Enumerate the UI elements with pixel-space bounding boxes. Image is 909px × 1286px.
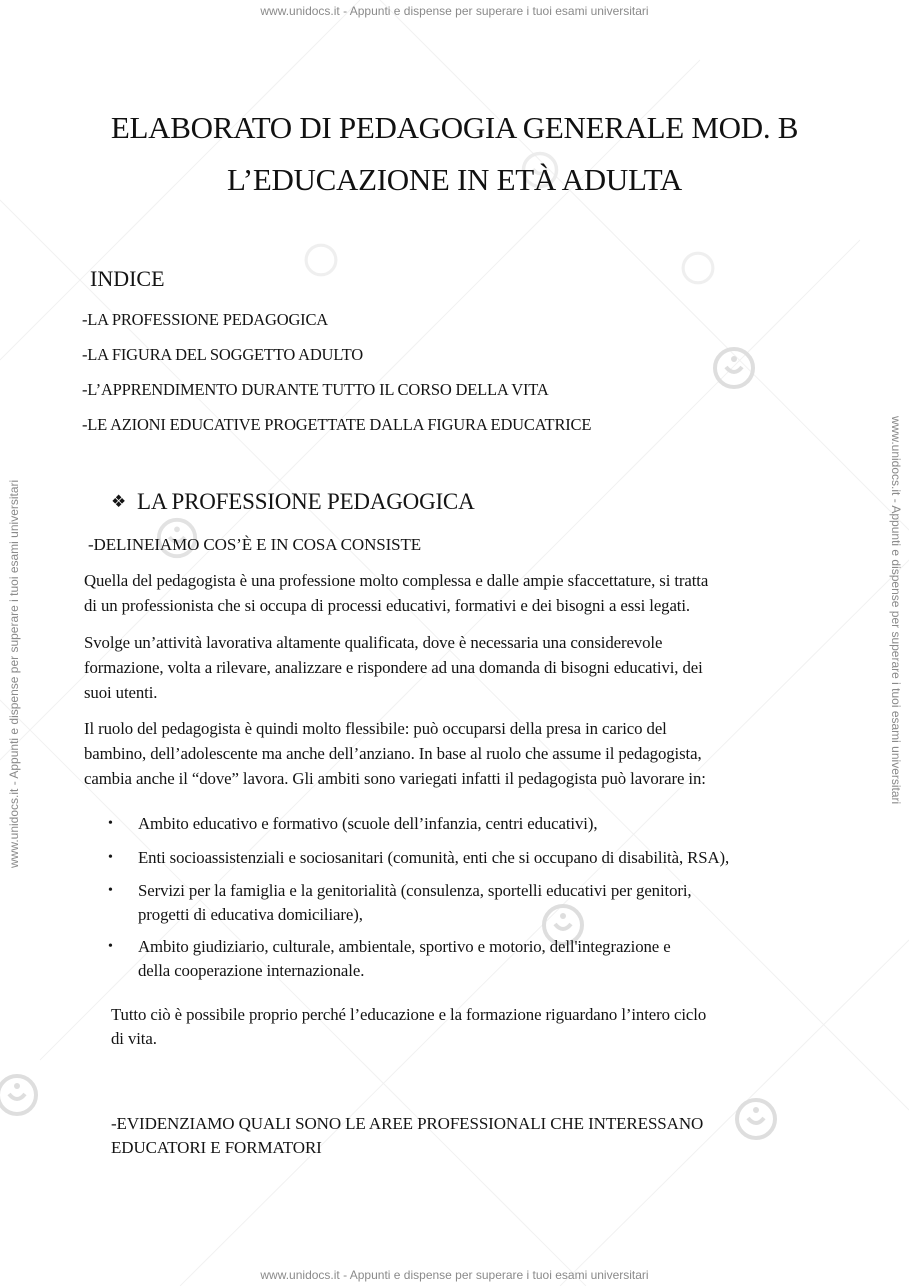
list-bullet-icon: • (108, 850, 113, 865)
section-subheading: EDUCATORI E FORMATORI (111, 1138, 322, 1157)
paragraph-line: bambino, dell’adolescente ma anche dell’anziano. In base al ruolo che assume il pedagogista, (84, 744, 702, 763)
list-item: Ambito educativo e formativo (scuole dell’infanzia, centri educativi), (138, 814, 598, 833)
diamond-bullet-icon: ❖ (111, 492, 127, 511)
watermark-left-banner: www.unidocs.it - Appunti e dispense per superare i tuoi esami universitari (7, 479, 21, 868)
watermark-logo-icon (680, 250, 716, 286)
paragraph-line: Tutto ciò è possibile proprio perché l’educazione e la formazione riguardano l’intero ciclo (111, 1005, 707, 1024)
section-heading (111, 489, 475, 515)
index-item: -LE AZIONI EDUCATIVE PROGETTATE DALLA FIGURA EDUCATRICE (82, 415, 592, 434)
paragraph-line: Quella del pedagogista è una professione molto complessa e dalle ampie sfaccettature, si tratta (84, 571, 709, 590)
index-item: -L’APPRENDIMENTO DURANTE TUTTO IL CORSO DELLA VITA (82, 380, 549, 399)
paragraph-line: cambia anche il “dove” lavora. Gli ambiti sono variegati infatti il pedagogista può lavorare in: (84, 769, 706, 788)
paragraph-line: di un professionista che si occupa di processi educativi, formativi e dei bisogni a essi legati. (84, 596, 691, 615)
watermark-top-text: www.unidocs.it - Appunti e dispense per superare i tuoi esami universitari (260, 4, 649, 18)
list-bullet-icon: • (108, 939, 113, 954)
watermark-top-banner (0, 4, 909, 18)
list-item: Enti socioassistenziali e sociosanitari (comunità, enti che si occupano di disabilità, RSA), (138, 848, 730, 867)
index-item: -LA FIGURA DEL SOGGETTO ADULTO (82, 345, 363, 364)
watermark-logo-icon (711, 345, 757, 391)
paragraph-line: Il ruolo del pedagogista è quindi molto flessibile: può occuparsi della presa in carico del (84, 719, 667, 738)
section-subheading: -EVIDENZIAMO QUALI SONO LE AREE PROFESSIONALI CHE INTERESSANO (111, 1114, 704, 1133)
watermark-right-banner: www.unidocs.it - Appunti e dispense per superare i tuoi esami universitari (889, 416, 903, 805)
watermark-bottom-banner (0, 1268, 909, 1282)
index-heading: INDICE (90, 266, 165, 291)
paragraph-line: formazione, volta a rilevare, analizzare e rispondere ad una domanda di bisogni educativi, dei (84, 658, 703, 677)
watermark-bottom-text: www.unidocs.it - Appunti e dispense per superare i tuoi esami universitari (260, 1268, 649, 1282)
list-item: Ambito giudiziario, culturale, ambientale, sportivo e motorio, dell'integrazione e (138, 937, 671, 956)
paragraph-line: Svolge un’attività lavorativa altamente qualificata, dove è necessaria una considerevole (84, 633, 663, 652)
document-title-line-1: ELABORATO DI PEDAGOGIA GENERALE MOD. B (110, 110, 799, 145)
section-subheading: -DELINEIAMO COS’È E IN COSA CONSISTE (88, 535, 422, 554)
list-item-continuation: progetti di educativa domiciliare), (138, 905, 363, 924)
watermark-logo-icon (303, 242, 339, 278)
list-item-continuation: della cooperazione internazionale. (138, 961, 365, 980)
paragraph-line: suoi utenti. (84, 683, 158, 702)
list-item: Servizi per la famiglia e la genitorialità (consulenza, sportelli educativi per genitori, (138, 881, 692, 900)
document-title-line-2: L’EDUCAZIONE IN ETÀ ADULTA (227, 162, 682, 197)
paragraph-line: di vita. (111, 1029, 157, 1048)
list-bullet-icon: • (108, 883, 113, 898)
watermark-logo-icon (733, 1096, 779, 1142)
watermark-logo-icon (0, 1072, 40, 1118)
index-item: -LA PROFESSIONE PEDAGOGICA (82, 310, 328, 329)
section-heading-text: LA PROFESSIONE PEDAGOGICA (137, 489, 475, 514)
list-bullet-icon: • (108, 816, 113, 831)
